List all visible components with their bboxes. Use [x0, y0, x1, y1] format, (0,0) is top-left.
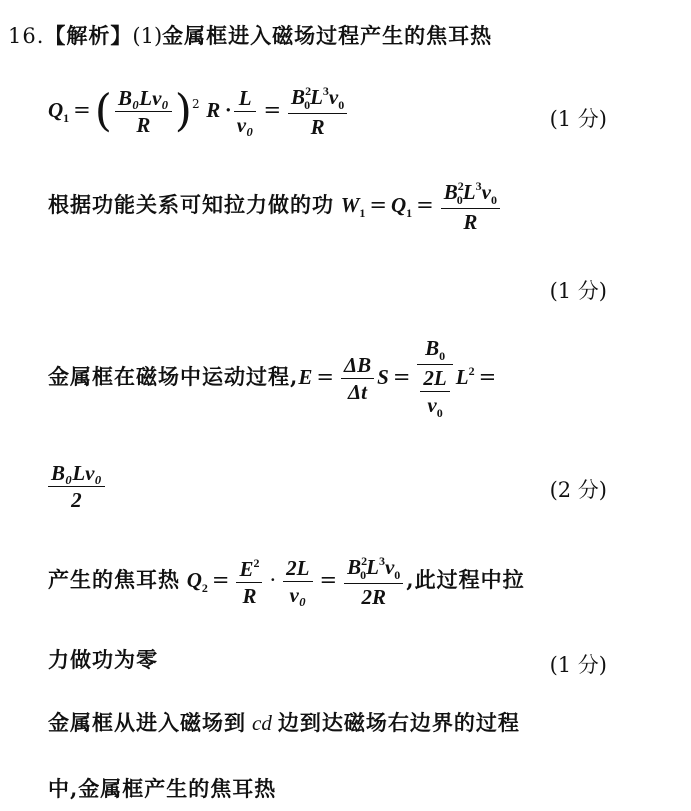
equation-emf: 金属框在磁场中运动过程,E = $\frac{\Delta B}{\Delta t}$ S = $\frac{B_0}{\frac{2L}{v_0}}$ $L^2$ = — [48, 338, 500, 419]
s-symbol: S — [377, 365, 389, 389]
r-times: R · — [206, 98, 231, 122]
q2-symbol: $Q_2$ — [186, 568, 208, 595]
q1-symbol: $Q_1$ — [48, 98, 70, 125]
fraction-result-w1: $\frac{B^2_0L^3v_0}{R}$ — [441, 180, 500, 233]
score-eq2: (1 分) — [549, 279, 607, 303]
problem-number: 16. — [8, 24, 45, 48]
work-text: 根据功能关系可知拉力做的功 — [48, 192, 334, 217]
frame-heat-line: 中,金属框产生的焦耳热 — [48, 776, 277, 801]
fraction-b0lv0-over-r: $\frac{\text{B₀Lv₀}}{R}$ — [115, 88, 172, 136]
fraction-2l-over-v0: $\frac{2L}{\text{v₀}}$ — [283, 558, 312, 606]
fraction-b0lv0-over-2: $\frac{\text{B₀Lv₀}}{2}$ — [48, 463, 105, 511]
cd-symbol: cd — [252, 711, 272, 735]
zero-work-line: 力做功为零 — [48, 647, 158, 672]
equation-q1: $Q_1$ =( $\frac{\text{B₀Lv₀}}{R}$ )$^2$ R · $\frac{L}{\text{v₀}}$ = $\frac{B^2_0L^3v_0}{R}$ — [48, 85, 350, 138]
score-line5: (1 分) — [549, 653, 607, 677]
problem-heading — [8, 25, 492, 47]
score-eq3: (2 分) — [549, 478, 607, 502]
fraction-result-q1: $\frac{B^2_0L^3v_0}{R}$ — [288, 85, 347, 138]
emf-text: 金属框在磁场中运动过程, — [48, 364, 299, 389]
q1-ref: $Q_1$ — [390, 193, 413, 220]
w1-symbol: $W_1$ — [340, 193, 366, 220]
equals-sign: = — [73, 98, 91, 122]
enter-field-line: 金属框从进入磁场到 cd 边到达磁场右边界的过程 — [48, 710, 520, 735]
fraction-e2-over-r: $\frac{E^2}{R}$ — [236, 557, 262, 607]
fraction-l-over-v0: $\frac{L}{\text{v₀}}$ — [234, 88, 257, 136]
equation-emf-continued — [48, 463, 108, 511]
right-paren: ) — [174, 85, 192, 137]
l-squared: $L^2$ — [455, 364, 475, 389]
heading-text: 金属框进入磁场过程产生的焦耳热 — [162, 23, 493, 48]
fraction-result-q2: $\frac{B^2_0L^3v_0}{2R}$ — [344, 555, 403, 608]
heat-tail-text: ,此过程中拉 — [406, 567, 525, 592]
square-exponent: 2 — [191, 97, 200, 111]
e-symbol: E — [298, 365, 313, 389]
equation-w1: 根据功能关系可知拉力做的功 $W_1 = Q_1$ = $\frac{B^2_0L^3v_0}{R}$ — [48, 180, 503, 233]
analysis-tag: 【解析】 — [44, 23, 133, 48]
trailing-equals: = — [478, 365, 497, 389]
fraction-delta-b-over-delta-t: $\frac{\Delta B}{\Delta t}$ — [341, 355, 374, 403]
equation-q2: 产生的焦耳热 $Q_2$ = $\frac{E^2}{R}$ · $\frac{2L}{\text{v₀}}$ = $\frac{B^2_0L^3v_0}{2R}$ ,此过程中拉 — [48, 554, 525, 609]
left-paren: ( — [94, 85, 112, 137]
heat-text: 产生的焦耳热 — [48, 567, 180, 592]
fraction-b0-over-2l-v0: $\frac{B_0}{\frac{2L}{v_0}}$ — [417, 338, 452, 419]
score-eq1: (1 分) — [549, 107, 607, 131]
part-label: (1) — [132, 24, 163, 48]
